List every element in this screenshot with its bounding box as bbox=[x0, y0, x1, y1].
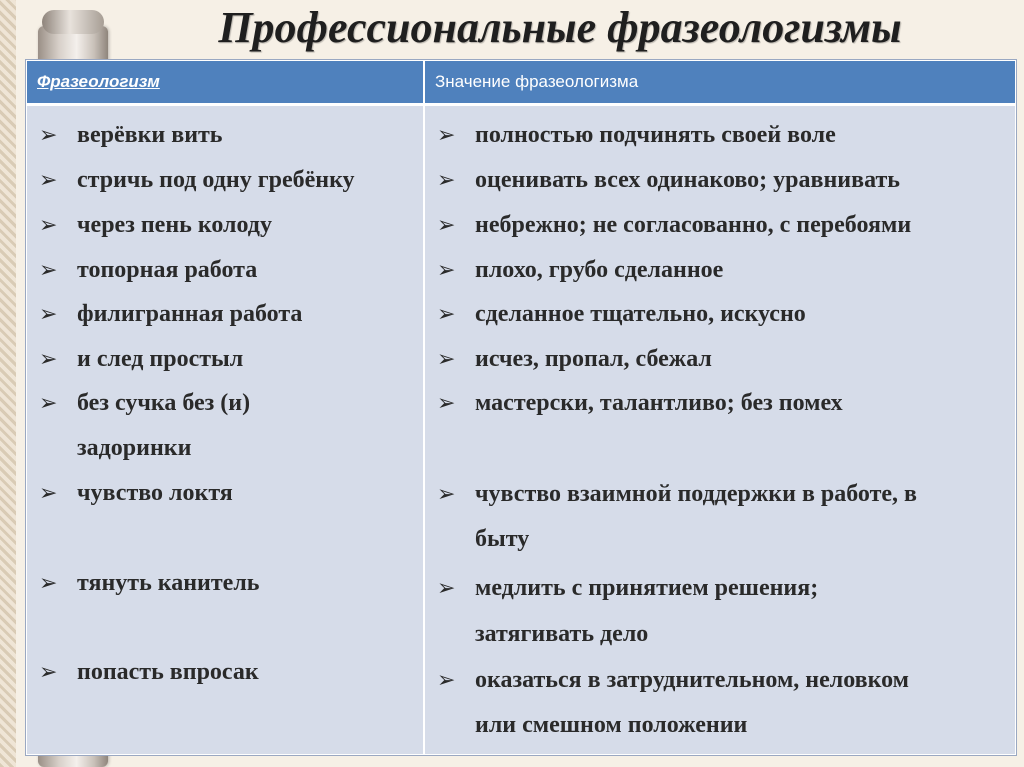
arrow-bullet-icon: ➢ bbox=[437, 391, 456, 416]
list-item-continuation: задоринки bbox=[77, 435, 192, 461]
arrow-bullet-icon: ➢ bbox=[39, 481, 58, 506]
list-item: ➢ оценивать всех одинаково; уравнивать bbox=[425, 158, 1015, 203]
arrow-bullet-icon: ➢ bbox=[437, 258, 456, 283]
arrow-bullet-icon: ➢ bbox=[39, 391, 58, 416]
arrow-bullet-icon: ➢ bbox=[437, 123, 456, 148]
list-item: ➢ и след простыл bbox=[27, 337, 423, 382]
list-item: ➢ плохо, грубо сделанное bbox=[425, 248, 1015, 293]
arrow-bullet-icon: ➢ bbox=[39, 302, 58, 327]
arrow-bullet-icon: ➢ bbox=[39, 660, 58, 685]
list-item-continuation: затягивать дело bbox=[475, 621, 649, 647]
arrow-bullet-icon: ➢ bbox=[437, 668, 456, 693]
list-item: ➢ сделанное тщательно, искусно bbox=[425, 292, 1015, 337]
arrow-bullet-icon: ➢ bbox=[437, 213, 456, 238]
arrow-bullet-icon: ➢ bbox=[39, 571, 58, 596]
arrow-bullet-icon: ➢ bbox=[39, 123, 58, 148]
decorative-border bbox=[0, 0, 16, 767]
list-item: ➢ без сучка без (и) bbox=[27, 381, 423, 426]
list-item: ➢ чувство локтя bbox=[27, 471, 423, 516]
list-item: ➢ тянуть канитель bbox=[27, 561, 423, 606]
column-header-phraseologism: Фразеологизм bbox=[27, 61, 423, 103]
arrow-bullet-icon: ➢ bbox=[39, 213, 58, 238]
arrow-bullet-icon: ➢ bbox=[39, 168, 58, 193]
list-item: ➢ топорная работа bbox=[27, 248, 423, 293]
phraseology-table bbox=[26, 60, 1016, 755]
list-item: ➢ небрежно; не согласованно, с перебоями bbox=[425, 203, 1015, 248]
arrow-bullet-icon: ➢ bbox=[39, 258, 58, 283]
list-item: ➢ верёвки вить bbox=[27, 113, 423, 158]
arrow-bullet-icon: ➢ bbox=[437, 482, 456, 507]
list-item: ➢ через пень колоду bbox=[27, 203, 423, 248]
arrow-bullet-icon: ➢ bbox=[437, 302, 456, 327]
list-item: ➢ оказаться в затруднительном, неловком bbox=[425, 658, 1015, 703]
arrow-bullet-icon: ➢ bbox=[437, 168, 456, 193]
meaning-cell bbox=[425, 106, 1015, 754]
list-item: ➢ полностью подчинять своей воле bbox=[425, 113, 1015, 158]
list-item: ➢ попасть впросак bbox=[27, 650, 423, 695]
list-item: ➢ мастерски, талантливо; без помех bbox=[425, 381, 1015, 426]
list-item-continuation: быту bbox=[475, 526, 530, 552]
arrow-bullet-icon: ➢ bbox=[437, 576, 456, 601]
list-item: ➢ медлить с принятием решения; bbox=[425, 566, 1015, 611]
phraseologism-cell bbox=[27, 106, 423, 754]
list-item: ➢ исчез, пропал, сбежал bbox=[425, 337, 1015, 382]
arrow-bullet-icon: ➢ bbox=[437, 347, 456, 372]
column-header-meaning: Значение фразеологизма bbox=[425, 61, 1015, 103]
list-item-continuation: или смешном положении bbox=[475, 712, 748, 738]
scroll-cap-decoration bbox=[42, 10, 104, 34]
list-item: ➢ чувство взаимной поддержки в работе, в bbox=[425, 472, 1015, 517]
list-item: ➢ стричь под одну гребёнку bbox=[27, 158, 423, 203]
arrow-bullet-icon: ➢ bbox=[39, 347, 58, 372]
page-title: Профессиональные фразеологизмы bbox=[218, 3, 902, 52]
list-item: ➢ филигранная работа bbox=[27, 292, 423, 337]
